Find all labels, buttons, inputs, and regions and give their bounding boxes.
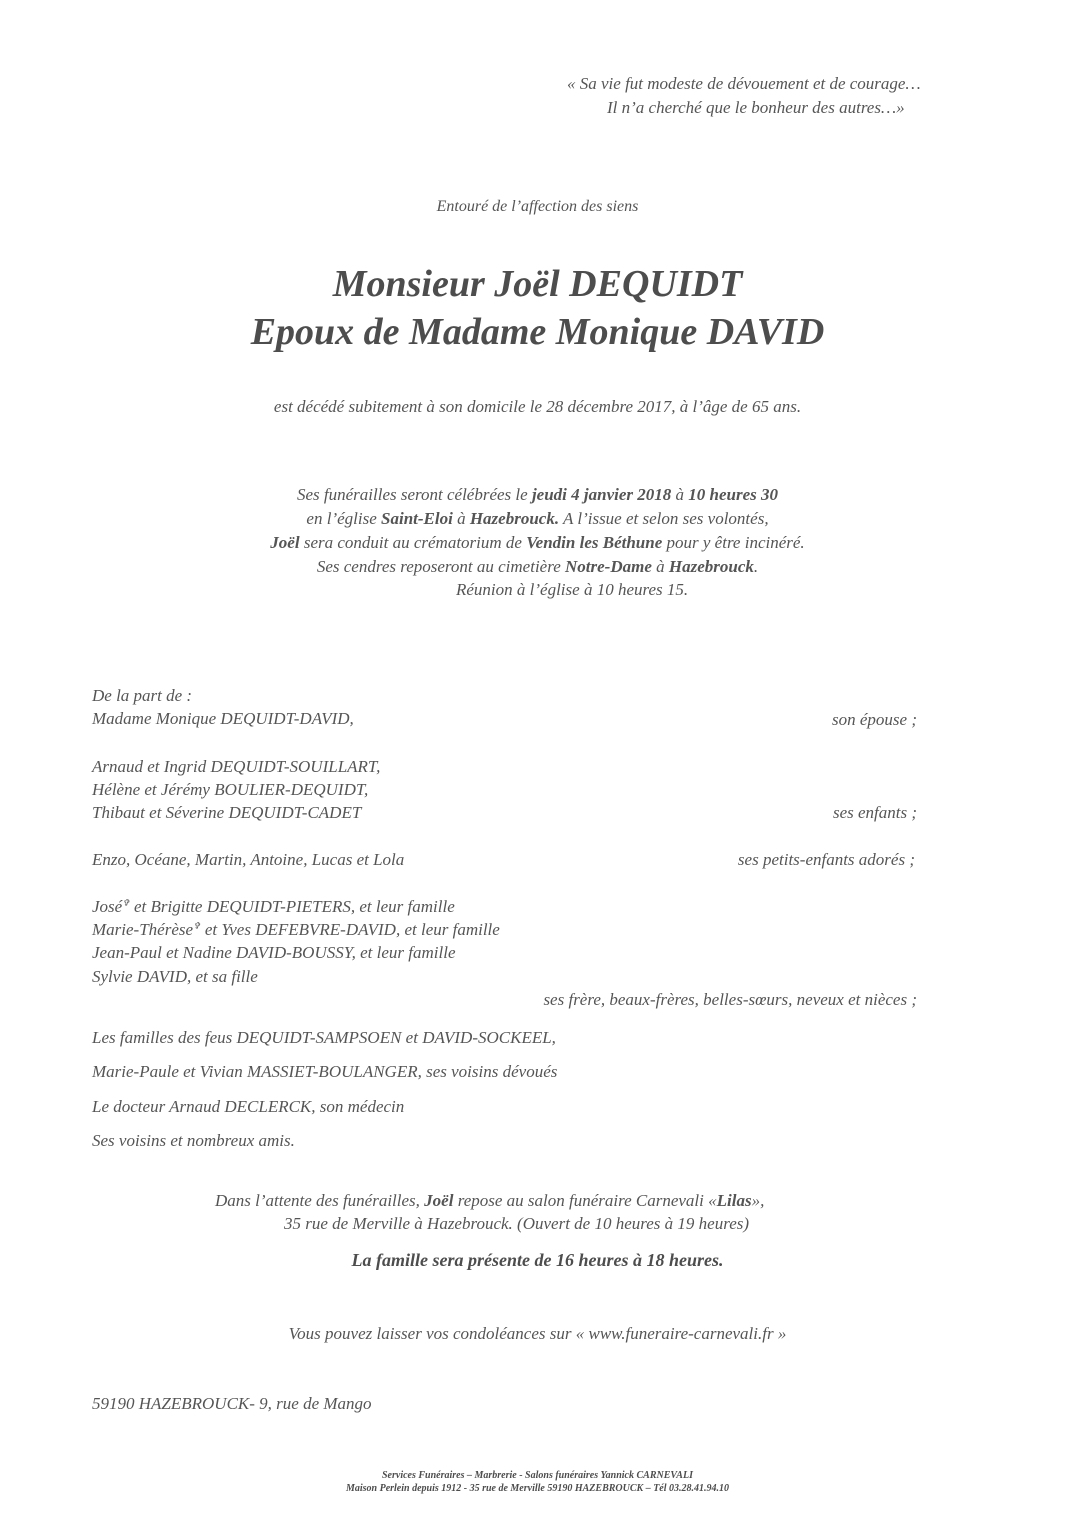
sibling-2-rest: et Yves DEFEBVRE-DAVID, et leur famille xyxy=(200,920,500,939)
sibling-1-rest: et Brigitte DEQUIDT-PIETERS, et leur famille xyxy=(129,897,455,916)
deceased-name: Monsieur Joël DEQUIDT xyxy=(332,263,743,305)
funeral-l4-text: Ses cendres reposeront au cimetière xyxy=(316,557,566,576)
cemetery-name: Notre-Dame xyxy=(565,557,652,576)
salon-first-name: Joël xyxy=(424,1191,454,1210)
funeral-l1-text: Ses funérailles seront célébrées le xyxy=(297,485,532,504)
siblings-role: ses frère, beaux-frères, belles-sœurs, neveux et nièces ; xyxy=(543,990,917,1009)
family-intro: De la part de : xyxy=(92,686,193,705)
crematorium-name: Vendin les Béthune xyxy=(526,533,663,552)
funeral-l4-a: à xyxy=(651,557,669,576)
condolences-text: Vous pouvez laisser vos condoléances sur « www.funeraire-carnevali.fr » xyxy=(288,1324,787,1343)
child-1: Arnaud et Ingrid DEQUIDT-SOUILLART, xyxy=(92,757,381,776)
intro-text: Entouré de l’affection des siens xyxy=(436,198,639,215)
funeral-l2-a: à xyxy=(452,509,470,528)
funeral-l2-rest: A l’issue et selon ses volontés, xyxy=(559,509,769,528)
footer-line-1: Services Funéraires – Marbrerie - Salons funéraires Yannick CARNEVALI xyxy=(382,1470,693,1481)
salon-l1-text: Dans l’attente des funérailles, xyxy=(215,1191,425,1210)
sibling-2-name: Marie-Thérèse xyxy=(92,920,194,939)
funeral-time: 10 heures 30 xyxy=(688,485,778,504)
deceased-cross-icon: ✞ xyxy=(193,920,201,931)
funeral-first-name: Joël xyxy=(270,533,300,552)
salon-l1-end: », xyxy=(751,1191,765,1210)
grandchildren: Enzo, Océane, Martin, Antoine, Lucas et Lola xyxy=(92,850,405,869)
cemetery-town: Hazebrouck xyxy=(668,557,754,576)
sibling-2 xyxy=(92,920,500,940)
home-address: 59190 HAZEBROUCK- 9, rue de Mango xyxy=(92,1394,372,1413)
family-presence: La famille sera présente de 16 heures à 18 heures. xyxy=(351,1250,724,1270)
other-mention-4: Ses voisins et nombreux amis. xyxy=(92,1131,295,1150)
funeral-l4-dot: . xyxy=(753,557,759,576)
other-mention-3: Le docteur Arnaud DECLERCK, son médecin xyxy=(92,1097,405,1116)
quote-line-1: « Sa vie fut modeste de dévouement et de courage… xyxy=(567,74,921,93)
salon-l1-mid: repose au salon funéraire Carnevali « xyxy=(453,1191,717,1210)
meeting-time: Réunion à l’église à 10 heures 15. xyxy=(456,580,689,599)
sibling-1 xyxy=(92,897,455,917)
sibling-4: Sylvie DAVID, et sa fille xyxy=(92,967,258,986)
spouse-name: Madame Monique DEQUIDT-DAVID, xyxy=(92,709,354,728)
funeral-line-4 xyxy=(0,557,1075,577)
child-2: Hélène et Jérémy BOULIER-DEQUIDT, xyxy=(92,780,369,799)
quote-line-2: Il n’a cherché que le bonheur des autres…» xyxy=(607,98,905,117)
funeral-line-3 xyxy=(0,533,1075,553)
grandchildren-role: ses petits-enfants adorés ; xyxy=(737,850,915,869)
funeral-date: jeudi 4 janvier 2018 xyxy=(531,485,672,504)
death-notice: est décédé subitement à son domicile le 28 décembre 2017, à l’âge de 65 ans. xyxy=(273,397,802,416)
child-3: Thibaut et Séverine DEQUIDT-CADET xyxy=(92,803,362,822)
sibling-3: Jean-Paul et Nadine DAVID-BOUSSY, et leur famille xyxy=(92,943,456,962)
salon-room-name: Lilas xyxy=(716,1191,752,1210)
children-role: ses enfants ; xyxy=(832,803,917,822)
salon-line-1 xyxy=(215,1191,764,1211)
funeral-l3-rest: pour y être incinéré. xyxy=(662,533,805,552)
sibling-1-name: José xyxy=(92,897,123,916)
deceased-cross-icon: ✞ xyxy=(122,897,130,908)
funeral-line-1 xyxy=(0,485,1075,505)
funeral-l3-text: sera conduit au crématorium de xyxy=(299,533,527,552)
footer-line-2: Maison Perlein depuis 1912 - 35 rue de Merville 59190 HAZEBROUCK – Tél 03.28.41.94.10 xyxy=(345,1483,730,1494)
funeral-l1-a: à xyxy=(671,485,689,504)
salon-line-2: 35 rue de Merville à Hazebrouck. (Ouvert de 10 heures à 19 heures) xyxy=(284,1214,750,1233)
church-town: Hazebrouck. xyxy=(469,509,560,528)
church-name: Saint-Eloi xyxy=(381,509,453,528)
other-mention-2: Marie-Paule et Vivian MASSIET-BOULANGER, ses voisins dévoués xyxy=(92,1062,558,1081)
spouse-role: son épouse ; xyxy=(832,710,917,729)
funeral-line-2 xyxy=(0,509,1075,529)
other-mention-1: Les familles des feus DEQUIDT-SAMPSOEN et DAVID-SOCKEEL, xyxy=(92,1028,556,1047)
spouse-line: Epoux de Madame Monique DAVID xyxy=(250,311,825,353)
funeral-l2-text: en l’église xyxy=(306,509,382,528)
